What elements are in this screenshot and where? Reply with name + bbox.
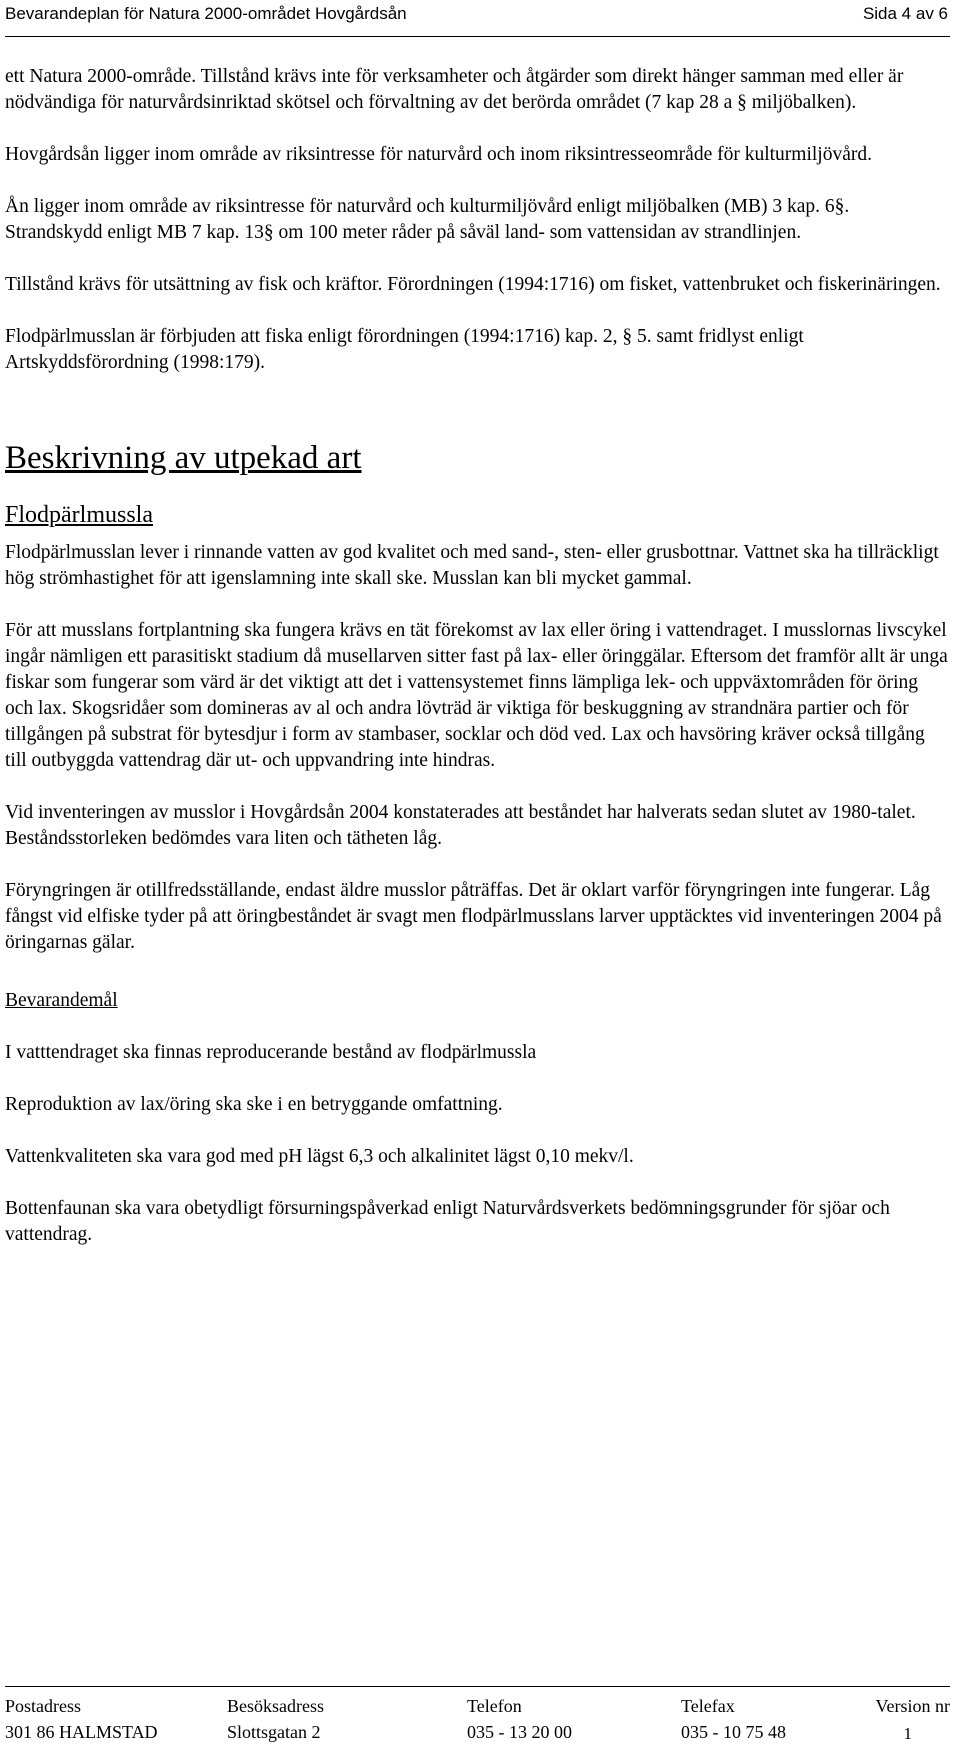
goals-section xyxy=(5,988,950,1248)
footer-label: Telefon xyxy=(467,1696,522,1716)
document-title: Bevarandeplan för Natura 2000-området Hovgårdsån xyxy=(5,4,407,23)
page-number: Sida 4 av 6 xyxy=(862,4,948,23)
species-paragraph: Föryngringen är otillfredsställande, endast äldre musslor påträffas. Det är oklart varför föryngringen inte fungerar. Låg fångst vid elfiske tyder på att öringbeståndet är svagt men flodpärlmusslans larver upptäcktes vid inventeringen 2004 på öringarnas gälar. xyxy=(5,880,942,953)
species-paragraph: Flodpärlmusslan lever i rinnande vatten av god kvalitet och med sand-, sten- eller grusbottnar. Vattnet ska ha tillräckligt hög strömhastighet för att igenslamning inte skall ske. Musslan kan bli mycket gammal. xyxy=(5,542,939,589)
goal-item: Reproduktion av lax/öring ska ske i en betryggande omfattning. xyxy=(5,1094,503,1115)
footer-label: Version nr xyxy=(875,1696,950,1716)
footer-label: Besöksadress xyxy=(227,1696,324,1716)
intro-paragraph: Flodpärlmusslan är förbjuden att fiska enligt förordningen (1994:1716) kap. 2, § 5. samt fridlyst enligt Artskyddsförordning (1998:179). xyxy=(5,326,804,373)
footer-value: 035 - 13 20 00 xyxy=(467,1722,572,1742)
footer-label: Telefax xyxy=(681,1696,735,1716)
goal-item: Vattenkvaliteten ska vara god med pH lägst 6,3 och alkalinitet lägst 0,10 mekv/l. xyxy=(5,1146,634,1167)
footer-label: Postadress xyxy=(5,1696,81,1716)
page-header xyxy=(5,2,950,37)
footer-value: 1 xyxy=(903,1724,912,1743)
species-paragraph: För att musslans fortplantning ska fungera krävs en tät förekomst av lax eller öring i vattendraget. I musslornas livscykel ingår nämligen ett parasitiskt stadium då musellarven sitter fast på lax- eller öringgälar. Eftersom det framför allt är unga fiskar som fungerar som värd är det viktigt att det i vattensystemet finns lämpliga lek- och uppväxtområden för öring och lax. Skogsridåer som domineras av al och andra lövträd är viktiga för beskuggning av strandnära partier och för tillgången på substrat för bytesdjur i form av stambaser, socklar och död ved. Lax och havsöring kräver också tillgång till outbyggda vattendrag där ut- och uppvandring inte hindras. xyxy=(5,620,948,771)
footer-version xyxy=(876,1693,951,1747)
footer-value: 301 86 HALMSTAD xyxy=(5,1722,158,1742)
footer-value: 035 - 10 75 48 xyxy=(681,1722,786,1742)
page-footer xyxy=(5,1686,950,1747)
species-paragraph: Vid inventeringen av musslor i Hovgårdsån 2004 konstaterades att beståndet har halverats sedan slutet av 1980-talet. Beståndsstorleken bedömdes vara liten och tätheten låg. xyxy=(5,802,916,849)
goals-heading: Bevarandemål xyxy=(5,990,118,1011)
intro-paragraph: Ån ligger inom område av riksintresse för naturvård och kulturmiljövård enligt miljöbalken (MB) 3 kap. 6§. Strandskydd enligt MB 7 kap. 13§ om 100 meter råder på såväl land- som vattensidan av strandlinjen. xyxy=(5,196,850,243)
intro-paragraph: ett Natura 2000-område. Tillstånd krävs inte för verksamheter och åtgärder som direkt hänger samman med eller är nödvändiga för naturvårdsinriktad skötsel och förvaltning av det berörda området (7 kap 28 a § miljöbalken). xyxy=(5,66,904,113)
footer-besoksadress xyxy=(227,1693,324,1745)
section-title: Beskrivning av utpekad art xyxy=(5,440,362,476)
footer-telefax xyxy=(681,1693,786,1745)
page-content xyxy=(5,64,950,1274)
species-title: Flodpärlmussla xyxy=(5,502,153,528)
goal-item: I vatttendraget ska finnas reproducerande bestånd av flodpärlmussla xyxy=(5,1042,537,1063)
intro-paragraph: Hovgårdsån ligger inom område av riksintresse för naturvård och inom riksintresseområde för kulturmiljövård. xyxy=(5,144,872,165)
footer-postadress xyxy=(5,1693,158,1745)
footer-value: Slottsgatan 2 xyxy=(227,1722,321,1742)
intro-paragraph: Tillstånd krävs för utsättning av fisk och kräftor. Förordningen (1994:1716) om fisket, vattenbruket och fiskerinäringen. xyxy=(5,274,941,295)
goal-item: Bottenfaunan ska vara obetydligt försurningspåverkad enligt Naturvårdsverkets bedömningsgrunder för sjöar och vattendrag. xyxy=(5,1198,890,1245)
footer-telefon xyxy=(467,1693,572,1745)
